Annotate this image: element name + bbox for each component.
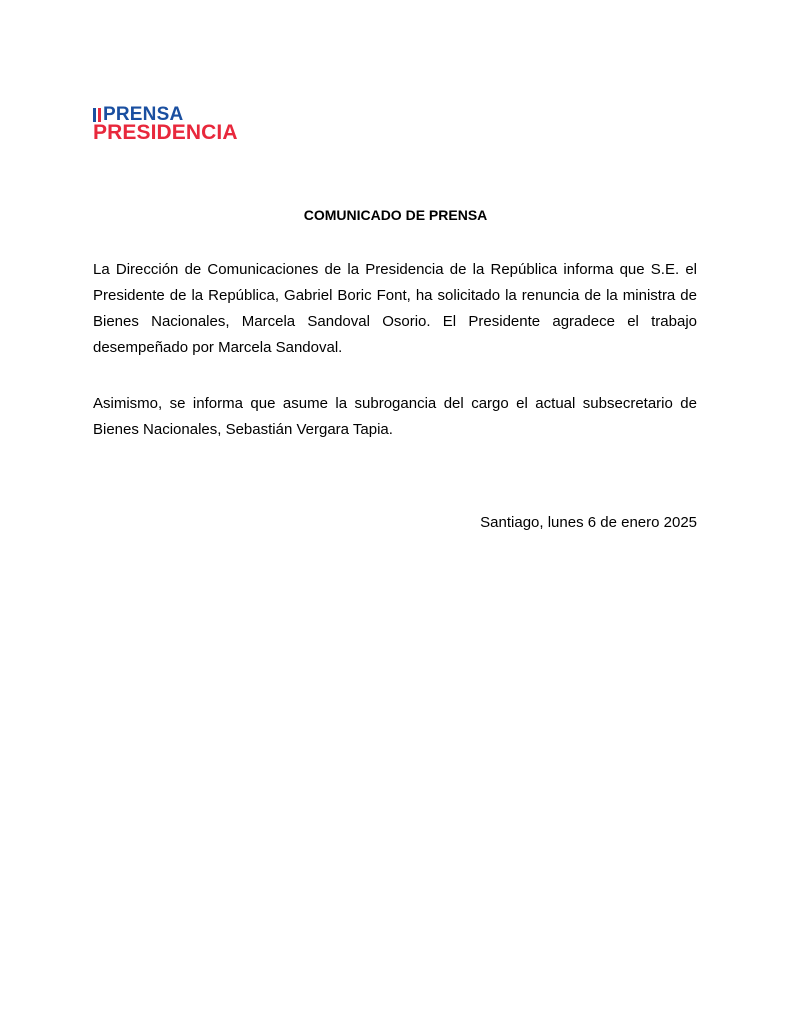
logo-text-prensa: PRENSA <box>103 104 184 125</box>
logo-text-presidencia: PRESIDENCIA <box>93 121 238 144</box>
body-paragraph-1: La Dirección de Comunicaciones de la Presidencia de la República informa que S.E. el Presidente de la República, Gabriel Boric Font, ha solicitado la renuncia de la ministra de Bienes Nacionales, Marcela Sandoval Osorio. El Presidente agradece el trabajo desempeñado por Marcela Sandoval. <box>93 261 697 356</box>
logo-bars-icon <box>93 108 101 122</box>
prensa-presidencia-logo <box>93 106 253 146</box>
body-paragraph-2: Asimismo, se informa que asume la subrogancia del cargo el actual subsecretario de Bienes Nacionales, Sebastián Vergara Tapia. <box>93 395 697 438</box>
logo-bar-blue <box>93 108 96 122</box>
logo-bar-red <box>98 108 101 122</box>
dateline: Santiago, lunes 6 de enero 2025 <box>480 514 697 531</box>
document-title: COMUNICADO DE PRENSA <box>303 207 488 223</box>
